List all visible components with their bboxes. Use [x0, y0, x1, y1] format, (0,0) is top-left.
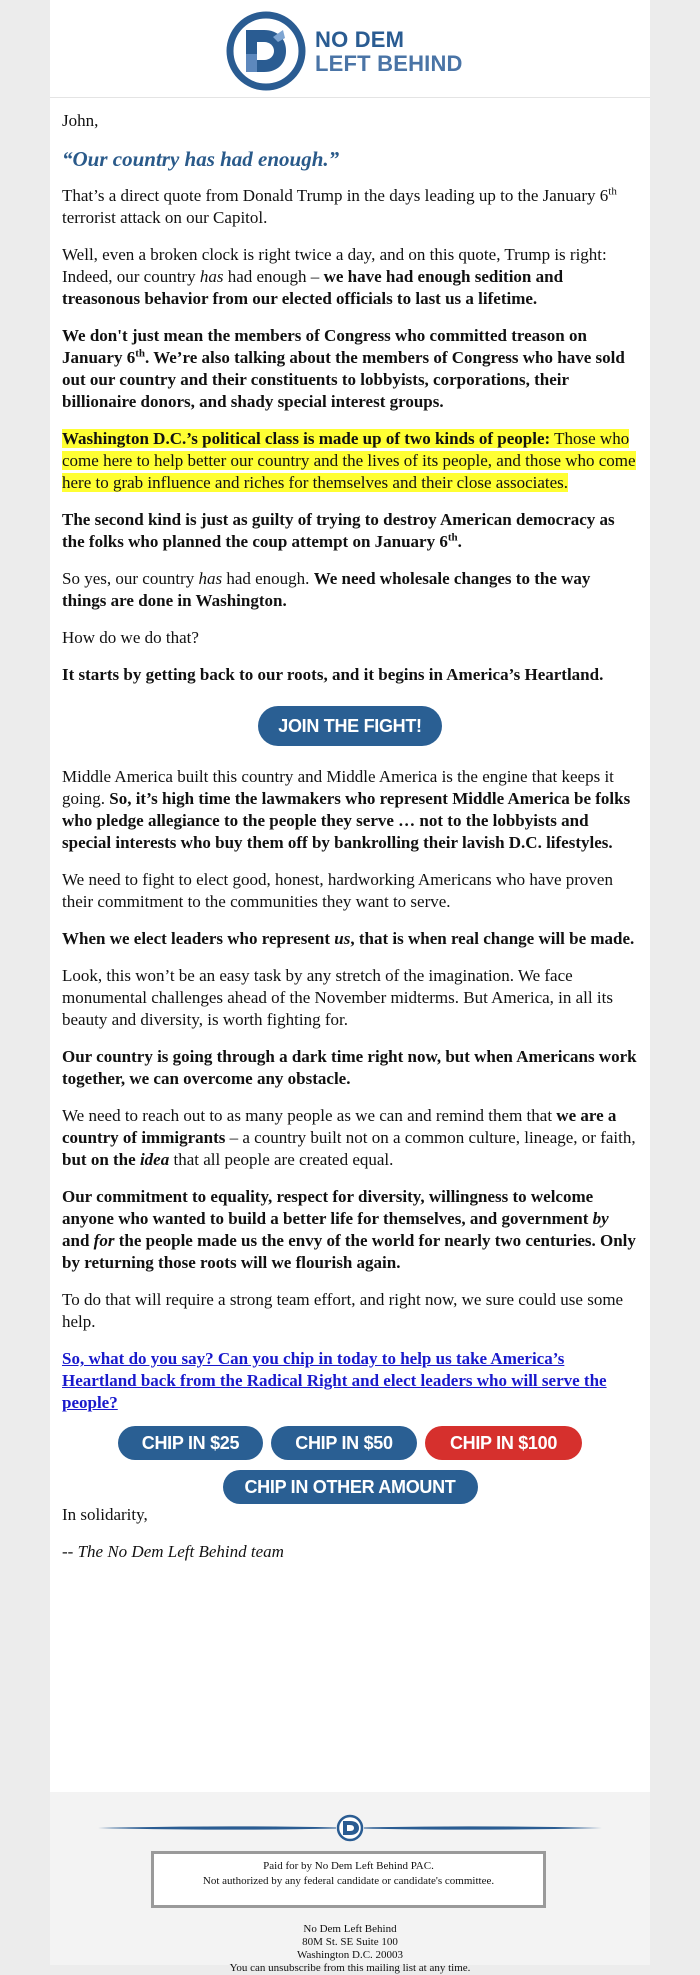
donation-buttons-row — [62, 1426, 638, 1460]
chip-in-25-button[interactable]: CHIP IN $25 — [118, 1426, 263, 1460]
chip-in-50-button[interactable]: CHIP IN $50 — [271, 1426, 417, 1460]
paragraph-3: We don't just mean the members of Congress who committed treason on January 6th. We’re also talking about the members of Congress who have sold out our country and their constituents to lobbyists, corporations, their billionaire donors, and shady special interest groups. — [62, 326, 625, 411]
paid-for-disclaimer — [151, 1851, 546, 1908]
other-amount-row — [62, 1470, 638, 1504]
paragraph-14: We need to reach out to as many people as we can and remind them that we are a country of immigrants – a country built not on a common culture, lineage, or faith, but on the idea that all people are created equal. — [62, 1106, 636, 1169]
join-button-row — [62, 706, 638, 746]
paragraph-12: Look, this won’t be an easy task by any stretch of the imagination. We face monumental challenges ahead of the November midterms. But America, in all its beauty and diversity, is worth fighting for. — [62, 966, 613, 1029]
not-authorized-text: Not authorized by any federal candidate or candidate's committee. — [202, 1875, 495, 1887]
paragraph-1: That’s a direct quote from Donald Trump in the days leading up to the January 6th terrorist attack on our Capitol. — [62, 185, 617, 227]
cta-paragraph — [62, 1348, 638, 1414]
paragraph-5: The second kind is just as guilty of trying to destroy American democracy as the folks who planned the coup attempt on January 6th. — [62, 510, 615, 551]
email-header — [50, 0, 650, 98]
brand-line-1: NO DEM — [315, 27, 405, 52]
headline-quote: “Our country has had enough.” — [62, 147, 340, 171]
highlighted-paragraph: Washington D.C.’s political class is made up of two kinds of people: Those who come here to help better our country and the lives of its people, and those who come here to grab influence and riches for themselves and their close associates. — [62, 429, 636, 492]
paragraph-2: Well, even a broken clock is right twice a day, and on this quote, Trump is right: Indeed, our country has had enough – we have had enough sedition and treasonous behavior from our elected officials to last us a lifetime. — [62, 245, 607, 308]
brand-line-2: LEFT BEHIND — [315, 51, 463, 76]
city-address: Washington D.C. 20003 — [296, 1949, 404, 1961]
paragraph-13: Our country is going through a dark time right now, but when Americans work together, we can overcome any obstacle. — [62, 1047, 637, 1088]
email-body — [50, 98, 650, 1563]
unsubscribe-text: You can unsubscribe from this mailing list at any time. — [229, 1962, 471, 1974]
paragraph-15: Our commitment to equality, respect for diversity, willingness to welcome anyone who wanted to build a better life for themselves, and government by and for the people made us the envy of the world for nearly two centuries. Only by returning those roots will we flourish again. — [62, 1187, 636, 1272]
no-dem-logo-icon — [226, 11, 306, 91]
chip-in-link[interactable]: So, what do you say? Can you chip in today to help us take America’s Heartland back from the Radical Right and elect leaders who will serve the people? — [62, 1349, 607, 1412]
join-the-fight-button[interactable]: JOIN THE FIGHT! — [258, 706, 442, 746]
paragraph-10: We need to fight to elect good, honest, hardworking Americans who have proven their commitment to the communities they want to serve. — [62, 870, 613, 911]
paragraph-9: Middle America built this country and Middle America is the engine that keeps it going. So, it’s high time the lawmakers who represent Middle America be folks who pledge allegiance to the people they serve … not to the lobbyists and special interests who buy them off by bankrolling their lavish D.C. lifestyles. — [62, 767, 631, 852]
closing: In solidarity, — [62, 1505, 148, 1524]
paragraph-6: So yes, our country has had enough. We need wholesale changes to the way things are done in Washington. — [62, 569, 591, 610]
paragraph-11: When we elect leaders who represent us, that is when real change will be made. — [62, 929, 635, 948]
email-footer — [50, 1792, 650, 1974]
brand-wordmark — [315, 28, 463, 76]
paragraph-7: How do we do that? — [62, 628, 199, 647]
paragraph-16: To do that will require a strong team effort, and right now, we sure could use some help. — [62, 1290, 624, 1331]
footer-divider-icon — [98, 1813, 602, 1843]
greeting: John, — [62, 111, 99, 130]
org-name: No Dem Left Behind — [303, 1923, 397, 1935]
paid-for-text: Paid for by No Dem Left Behind PAC. — [263, 1860, 434, 1872]
chip-in-other-amount-button[interactable]: CHIP IN OTHER AMOUNT — [223, 1470, 478, 1504]
mailing-address — [50, 1923, 650, 1975]
street-address: 80M St. SE Suite 100 — [302, 1936, 398, 1948]
paragraph-8: It starts by getting back to our roots, and it begins in America’s Heartland. — [62, 665, 604, 684]
chip-in-100-button[interactable]: CHIP IN $100 — [425, 1426, 582, 1460]
email-page — [50, 0, 650, 1974]
signoff: -- The No Dem Left Behind team — [62, 1542, 284, 1561]
